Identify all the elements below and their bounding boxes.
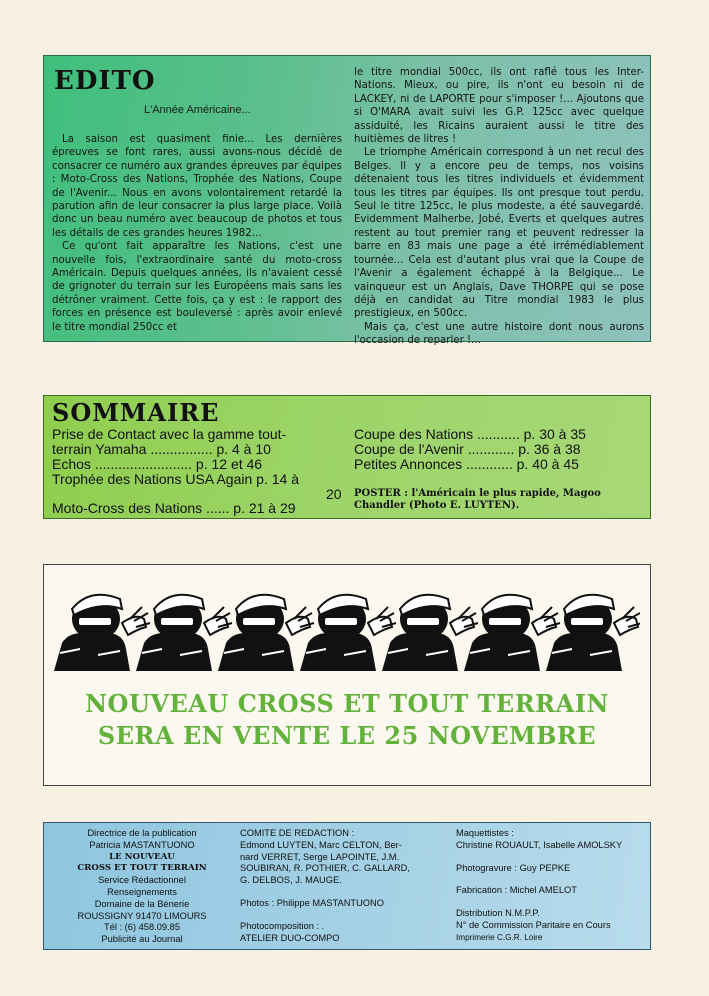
impressum-box bbox=[43, 822, 651, 950]
edito-paragraph: le titre mondial 500cc, ils ont raflé tous les Inter-Nations. Mieux, ou pire, ils n'ont eu besoin ni de LACKEY, ni de LAPORTE pour s'imposer !... Ajoutons que si O'MARA avait suivi les G.P. 125cc avec quelque assiduité, les Ricains auraient aussi le titre des huitièmes de litres ! bbox=[354, 67, 644, 146]
edito-subtitle: L'Année Américaine... bbox=[144, 104, 251, 116]
sommaire-entry: Prise de Contact avec la gamme tout- bbox=[52, 426, 287, 442]
edito-right-column bbox=[354, 66, 644, 348]
edito-box bbox=[43, 55, 651, 347]
edito-left-column bbox=[52, 133, 342, 334]
advertisement-box bbox=[43, 564, 651, 786]
edito-paragraph: Le triomphe Américain correspond à un net recul des Belges. Il y a encore peu de temps, nos voisins détenaient tous les titres individuels et évidemment tous les titres par équipes. Ils ont presque tout perdu. Seul le titre 125cc, le plus modeste, a été sauvegardé. Evidemment Malherbe, Jobé, Everts et quelques autres restent au tout premier rang et peuvent redresser la barre en 83 mais une page a été irrémédiablement tournée... Cela est d'autant plus vrai que la Coupe de l'Avenir a également échappé à la Belgique... Le vainqueur est un Anglais, Dave THORPE qui se pose déjà en candidat au Titre mondial 1983 le plus prestigieux, en 500cc. bbox=[354, 147, 644, 320]
impressum-line: Publicité au Journal bbox=[101, 934, 183, 945]
impressum-line: Edmond LUYTEN, Marc CELTON, Ber- bbox=[240, 839, 402, 850]
impressum-line: Fabrication : Michel AMELOT bbox=[456, 885, 577, 896]
impressum-line: Christine ROUAULT, Isabelle AMOLSKY bbox=[456, 839, 623, 850]
sommaire-entry: Moto-Cross des Nations ...... p. 21 à 29 bbox=[52, 500, 296, 516]
impressum-line: SOUBIRAN, R. POTHIER, C. GALLARD, bbox=[240, 863, 410, 874]
ad-release-date: SERA EN VENTE LE 25 NOVEMBRE bbox=[97, 721, 597, 750]
impressum-production-column bbox=[456, 828, 646, 944]
impressum-publication-column bbox=[52, 828, 232, 946]
sommaire-entry: Trophée des Nations USA Again p. 14 à bbox=[52, 471, 299, 487]
sommaire-entry: Coupe de l'Avenir ............ p. 36 à 38 bbox=[354, 441, 581, 457]
impressum-line: Photocomposition : . bbox=[240, 920, 325, 931]
sommaire-entry: Petites Annonces ............ p. 40 à 45 bbox=[354, 456, 579, 472]
poster-note: POSTER : l'Américain le plus rapide, Magoo Chandler (Photo E. LUYTEN). bbox=[354, 488, 601, 511]
sommaire-entry: Coupe des Nations ........... p. 30 à 35 bbox=[354, 426, 586, 442]
impressum-line: Renseignements bbox=[107, 886, 177, 897]
sommaire-box bbox=[43, 395, 651, 519]
impressum-line: Maquettistes : bbox=[456, 828, 514, 838]
impressum-line: Directrice de la publication bbox=[87, 828, 197, 838]
ad-headline: NOUVEAU CROSS ET TOUT TERRAIN bbox=[85, 689, 609, 718]
sommaire-title: SOMMAIRE bbox=[52, 398, 220, 427]
magazine-logo-text: LE NOUVEAU bbox=[109, 851, 175, 862]
impressum-line: Imprimerie C.G.R. Loire bbox=[456, 932, 543, 942]
impressum-line: Photogravure : Guy PEPKE bbox=[456, 862, 571, 873]
impressum-line: ROUSSIGNY 91470 LIMOURS bbox=[77, 910, 207, 921]
impressum-line: Domaine de la Bénerie bbox=[94, 898, 190, 909]
impressum-line: N° de Commission Paritaire en Cours bbox=[456, 919, 611, 930]
magazine-logo-text: CROSS ET TOUT TERRAIN bbox=[77, 863, 207, 874]
impressum-line: Photos : Philippe MASTANTUONO bbox=[240, 897, 384, 908]
sommaire-entry: Echos ......................... p. 12 et 46 bbox=[52, 456, 263, 472]
impressum-line: Service Rédactionnel bbox=[98, 875, 186, 886]
impressum-line: Distribution N.M.P.P. bbox=[456, 908, 540, 919]
edito-paragraph: Mais ça, c'est une autre histoire dont nous aurons l'occasion de reparler !... bbox=[354, 321, 644, 347]
impressum-line: Tél : (6) 458.09.85 bbox=[104, 922, 180, 933]
riders-illustration bbox=[50, 583, 640, 673]
edito-title: EDITO bbox=[54, 66, 156, 96]
impressum-line: ATELIER DUO-COMPO bbox=[240, 932, 340, 943]
sommaire-entry: terrain Yamaha ................ p. 4 à 10 bbox=[52, 441, 271, 457]
impressum-line: COMITE DE REDACTION : bbox=[240, 828, 355, 838]
impressum-editorial-column bbox=[240, 828, 440, 944]
sommaire-entry: 20 bbox=[326, 486, 342, 502]
impressum-line: nard VERRET, Serge LAPOINTE, J.M. bbox=[240, 851, 400, 862]
impressum-line: Patricia MASTANTUONO bbox=[89, 839, 195, 850]
impressum-line: G. DELBOS, J. MAUGE. bbox=[240, 875, 342, 886]
edito-paragraph: La saison est quasiment finie... Les dernières épreuves se font rares, aussi avons-nous décidé de consacrer ce numéro aux grandes épreuves par équipes : Moto-Cross des Nations, Trophée des Nations, Coupe de l'Avenir... Nous en avons volontairement retardé la parution afin de leur consacrer la plus large place. Voilà donc un beau numéro avec beaucoup de photos et tous les détails de ces grandes heures 1982... bbox=[52, 134, 342, 239]
edito-paragraph: Ce qu'ont fait apparaître les Nations, c'est une nouvelle fois, l'extraordinaire santé du moto-cross Américain. Depuis quelques années, ils n'avaient cessé de grignoter du terrain sur les Européens mais sans les détrôner vraiment. Cette fois, ça y est : le rapport des forces en présence est bouleversé : après avoir enlevé le titre mondial 250cc et bbox=[52, 241, 342, 333]
